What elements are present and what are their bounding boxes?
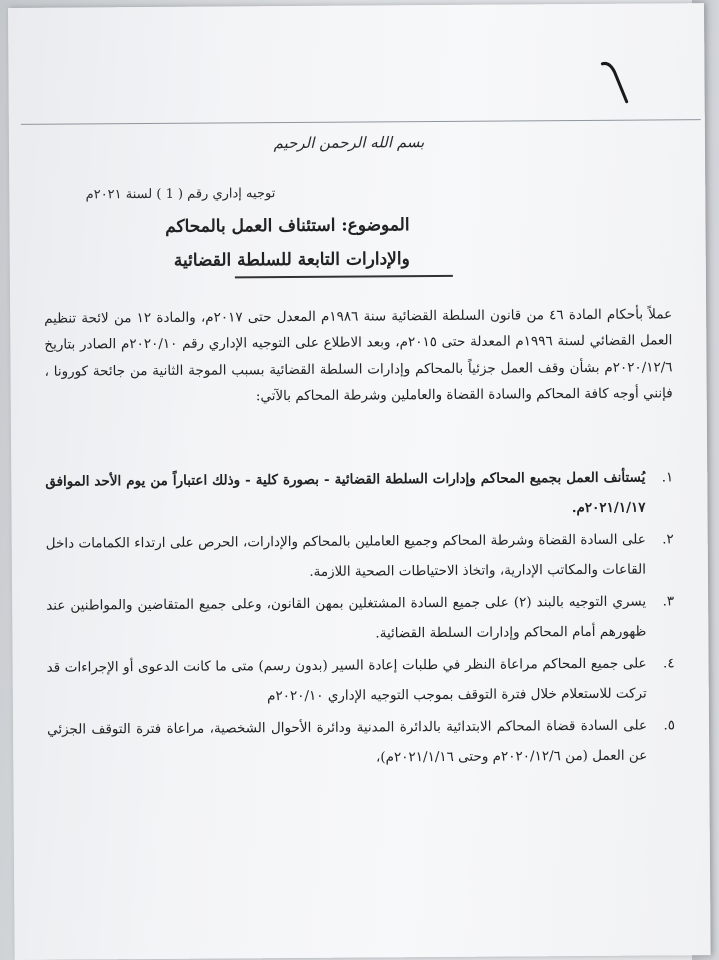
list-item-number: ١. (661, 469, 674, 486)
list-item-text: على السادة القضاة وشرطة المحاكم وجميع العاملين بالمحاكم والإدارات، الحرص على ارتداء الكمامات داخل القاعات والمكاتب الإدارية، واتخاذ الاحتياطات الصحية اللازمة. (45, 531, 646, 580)
list-item-text: على جميع المحاكم مراعاة النظر في طلبات إعادة السير (بدون رسم) متى ما كانت الدعوى أو الإجراءات قد تركت للاستعلام خلال فترة التوقف بموجب التوجيه الإداري ٢٠٢٠/١٠م (46, 655, 647, 704)
subject-title-line-1: الموضوع: استئناف العمل بالمحاكم (165, 215, 410, 237)
handwritten-page-number (596, 56, 636, 106)
list-item-text: على السادة قضاة المحاكم الابتدائية بالدائرة المدنية ودائرة الأحوال الشخصية، مراعاة فترة التوقف الجزئي عن العمل (من ٢٠٢٠/١٢/٦م وحتى ٢٠٢١/١/١٦م)، (46, 717, 648, 765)
list-item-number: ٢. (662, 531, 674, 548)
list-item-number: ٤. (662, 655, 675, 672)
list-item (45, 463, 673, 526)
list-item-text: يسري التوجيه بالبند (٢) على جميع السادة المشتغلين بمهن القانون، وعلى جميع المتقاضين والمواطنين عند ظهورهم أمام المحاكم وإدارات السلطة القضائية. (46, 593, 647, 641)
basmala-heading: بسم الله الرحمن الرحيم (273, 133, 425, 153)
intro-paragraph: عملاً بأحكام المادة ٤٦ من قانون السلطة القضائية سنة ١٩٨٦م المعدل حتى ٢٠١٧م، والمادة ١٢ من لائحة تنظيم العمل القضائي لسنة ١٩٩٦م المعدلة حتى ٢٠١٥م، وبعد الاطلاع على التوجيه الإداري رقم ٢٠٢٠/١٠م الصادر بتاريخ ٢٠٢٠/١٢/٦م بشأن وقف العمل جزئياً بالمحاكم وإدارات السلطة القضائية بسبب الموجة الثانية من جائحة كورونا ، فإنني أوجه كافة المحاكم والسادة القضاة والعاملين وشرطة المحاكم بالآتي: (44, 306, 673, 405)
list-item (46, 587, 674, 650)
list-item (47, 711, 675, 774)
subject-underline (235, 275, 453, 279)
directive-number: توجيه إداري رقم ( 1 ) لسنة ٢٠٢١م (85, 186, 276, 203)
document-page (8, 3, 711, 960)
list-item-number: ٣. (662, 593, 675, 610)
list-item-number: ٥. (663, 717, 676, 734)
header-divider (21, 119, 701, 125)
list-item (47, 649, 675, 712)
list-item (46, 525, 674, 588)
subject-title-line-2: والإدارات التابعة للسلطة القضائية (173, 249, 410, 271)
directive-items-list (45, 463, 675, 777)
list-item-text: يُستأنف العمل بجميع المحاكم وإدارات السلطة القضائية - بصورة كلية - وذلك اعتباراً من يوم الأحد الموافق ٢٠٢١/١/١٧م. (45, 469, 646, 516)
